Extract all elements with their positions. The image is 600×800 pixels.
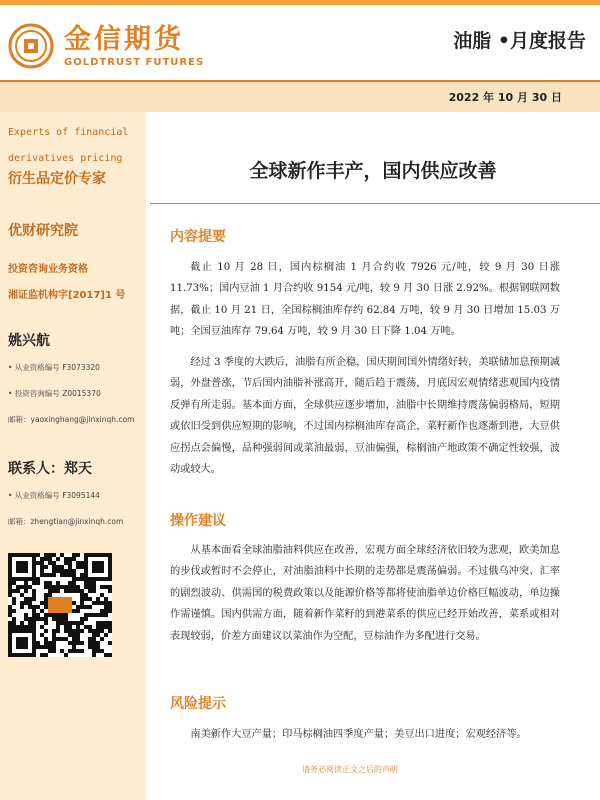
section-heading-summary: 内容提要 [170, 229, 226, 245]
sidebar [0, 112, 146, 800]
slogan-chinese: 衍生品定价专家 [8, 171, 106, 187]
contact-email: 邮箱：zhengtian@jinxinqh.com [8, 517, 124, 526]
disclaimer-note: 请务必阅读正文之后的声明 [302, 765, 398, 774]
analyst-name: 姚兴航 [8, 333, 50, 349]
section-heading-advice: 操作建议 [170, 513, 226, 529]
summary-paragraph-1: 截止 10 月 28 日，国内棕榈油 1 月合约收 7926 元/吨，较 9 月 30 日涨 11.73%；国内豆油 1 月合约收 9154 元/吨，较 9 月 30 日涨 2.92%。根据钢联网数据，截止 10 月 21 日，全国棕榈油库存约 62.84 万吨，较 9 月 30 日增加 15.03 万吨；全国豆油库存 79.64 万吨，较 9 月 30 日下降 1.04 万吨。 [170, 262, 560, 338]
logo-english-name: GOLDTRUST FUTURES [64, 56, 205, 68]
qualification-label: 投资咨询业务资格 [8, 264, 88, 275]
contact-name: 联系人：郑天 [8, 461, 92, 477]
report-title: 全球新作丰产，国内供应改善 [249, 160, 497, 182]
report-type: 油脂 •月度报告 [453, 30, 586, 52]
slogan-english-2: derivatives pricing [8, 153, 123, 164]
advice-paragraph: 从基本面看全球油脂油料供应在改善，宏观方面全球经济依旧较为悲观，欧美加息的步伐或暂时不会停止，对油脂油料中长期的走势都是震荡偏弱。不过俄乌冲突、汇率的剧烈波动、供需国的税费政策以及能源价格等都将使油脂单边价格巨幅波动，单边操作需谨慎。国内供需方面，随着新作菜籽的到港菜系的供应已经开始改善，菜系或相对表现较弱，价差方面建议以菜油作为空配，豆棕油作为多配进行交易。 [170, 545, 560, 642]
report-date: 2022 年 10 月 30 日 [448, 91, 562, 104]
title-divider [150, 203, 600, 204]
analyst-cert-2: • 投资咨询编号 Z0015370 [8, 389, 101, 398]
department-name: 优财研究院 [8, 223, 78, 239]
logo-chinese-name: 金信期货 [64, 23, 184, 55]
qualification-number: 湘证监机构字[2017]1 号 [8, 290, 126, 301]
risk-paragraph: 南美新作大豆产量；印马棕榈油四季度产量；美豆出口进度；宏观经济等。 [190, 729, 527, 740]
slogan-english-1: Experts of financial [8, 127, 129, 138]
qr-code-icon [8, 553, 112, 657]
logo-emblem-icon [8, 23, 54, 69]
top-stripe [0, 0, 600, 5]
summary-paragraph-2: 经过 3 季度的大跌后，油脂有所企稳，国庆期间国外情绪好转，美联储加息预期减弱，外盘普涨，节后国内油脂补涨高开，随后趋于震荡，月底因宏观情绪悲观国内疫情反弹有所走弱。基本面方面，全球供应逐步增加，油脂中长期维持震荡偏弱格局，短期或依旧受到供应短期的影响，不过国内棕榈油库存高企，菜籽新作也逐渐到港，大豆供应拐点会偏慢，品种强弱间或菜油最弱，豆油偏强，棕榈油产地政策不确定性较强，波动或较大。 [170, 357, 560, 476]
analyst-email: 邮箱：yaoxinghang@jinxinqh.com [8, 415, 135, 424]
section-heading-risk: 风险提示 [170, 696, 226, 712]
analyst-cert-1: • 从业资格编号 F3073320 [8, 363, 100, 372]
sidebar-slogan [8, 120, 142, 188]
company-logo [8, 20, 248, 72]
contact-cert: • 从业资格编号 F3095144 [8, 491, 100, 500]
